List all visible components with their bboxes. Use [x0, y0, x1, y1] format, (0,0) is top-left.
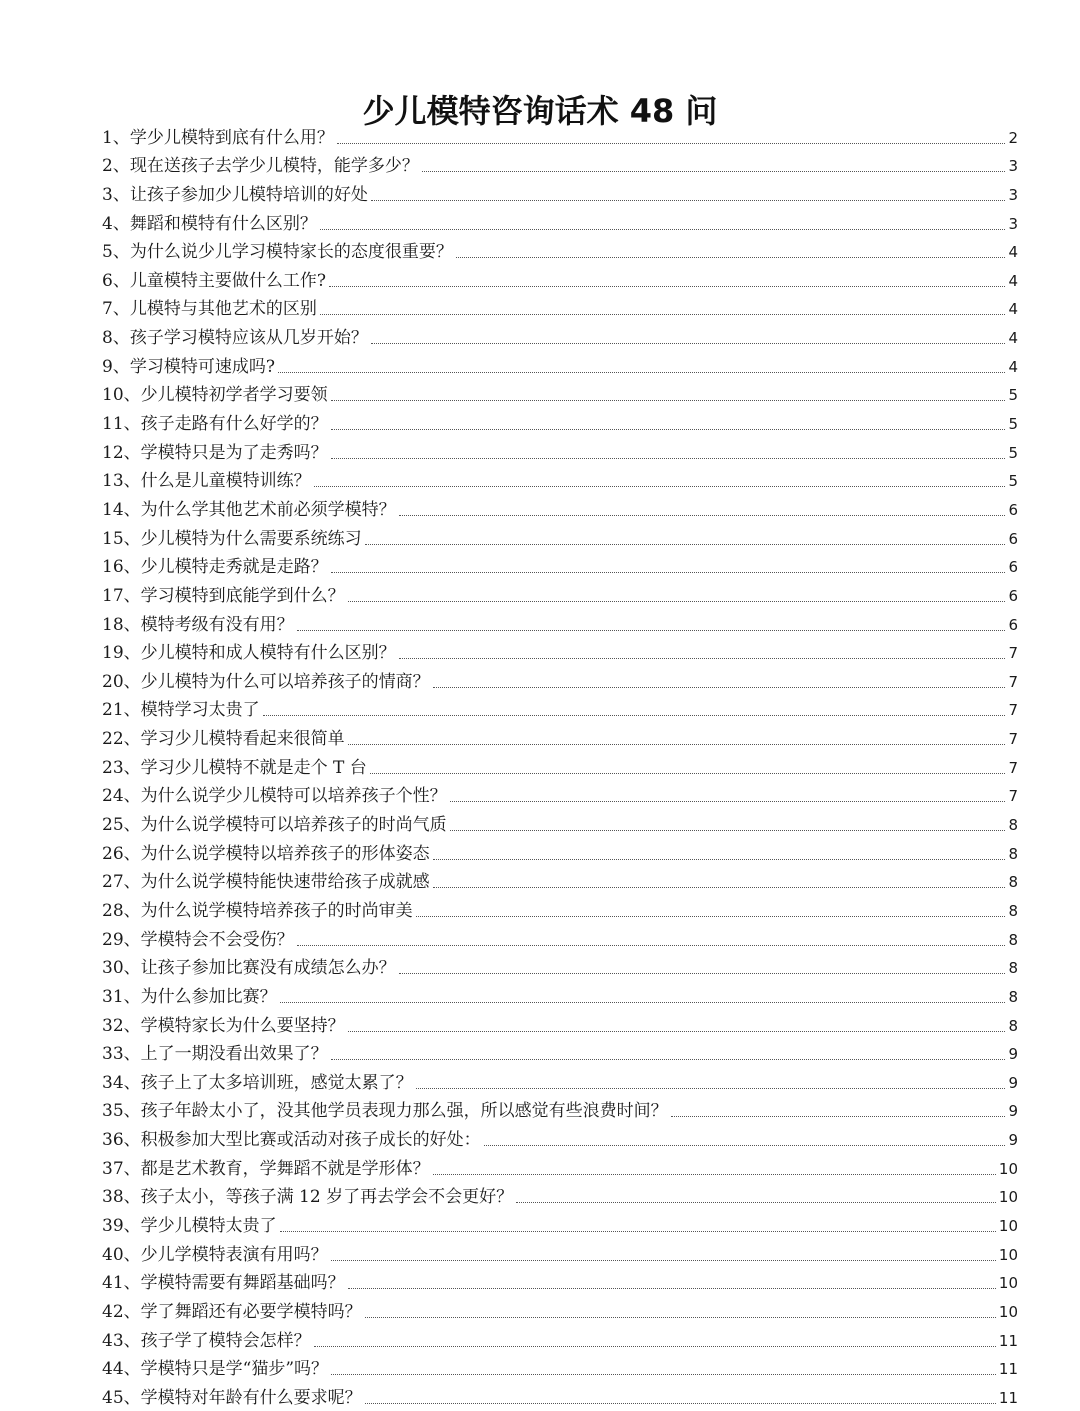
toc-entry-page-number: 3 [1008, 214, 1018, 233]
toc-entry[interactable] [102, 1294, 1018, 1323]
toc-entry[interactable] [102, 1122, 1018, 1151]
toc-entry-page-number: 8 [1008, 1016, 1018, 1035]
dot-leader [297, 945, 1006, 946]
dot-leader [416, 916, 1006, 917]
toc-entry-page-number: 11 [998, 1360, 1018, 1379]
dot-leader [329, 286, 1006, 287]
toc-entry[interactable] [102, 779, 1018, 808]
toc-entry-page-number: 7 [1008, 730, 1018, 749]
toc-entry[interactable] [102, 1008, 1018, 1037]
toc-entry-page-number: 8 [1008, 959, 1018, 978]
dot-leader [314, 1346, 996, 1347]
toc-entry-label: 1、学少儿模特到底有什么用？ [102, 127, 334, 148]
dot-leader [516, 1202, 996, 1203]
dot-leader [331, 1059, 1006, 1060]
dot-leader [450, 830, 1006, 831]
toc-entry[interactable] [102, 865, 1018, 894]
toc-entry-page-number: 8 [1008, 987, 1018, 1006]
toc-entry-label: 25、为什么说学模特可以培养孩子的时尚气质 [102, 815, 447, 836]
toc-entry[interactable] [102, 578, 1018, 607]
dot-leader [399, 515, 1006, 516]
toc-entry[interactable] [102, 693, 1018, 722]
toc-entry[interactable] [102, 664, 1018, 693]
toc-entry[interactable] [102, 120, 1018, 149]
dot-leader [365, 1317, 996, 1318]
dot-leader [348, 744, 1006, 745]
toc-entry-label: 10、少儿模特初学者学习要领 [102, 385, 328, 406]
dot-leader [433, 687, 1006, 688]
toc-entry-label: 12、学模特只是为了走秀吗？ [102, 442, 328, 463]
toc-entry[interactable] [102, 235, 1018, 264]
toc-entry[interactable] [102, 721, 1018, 750]
toc-entry[interactable] [102, 951, 1018, 980]
toc-entry-label: 2、现在送孩子去学少儿模特，能学多少？ [102, 156, 419, 177]
toc-entry-label: 22、学习少儿模特看起来很简单 [102, 729, 345, 750]
toc-entry-page-number: 10 [998, 1216, 1018, 1235]
toc-entry[interactable] [102, 636, 1018, 665]
toc-entry-label: 23、学习少儿模特不就是走个 T 台 [102, 757, 367, 778]
toc-entry[interactable] [102, 435, 1018, 464]
toc-entry-label: 44、学模特只是学“猫步”吗？ [102, 1359, 329, 1380]
toc-entry-label: 27、为什么说学模特能快速带给孩子成就感 [102, 872, 430, 893]
table-of-contents [102, 120, 1018, 1409]
toc-entry-page-number: 9 [1008, 1045, 1018, 1064]
toc-entry-label: 30、让孩子参加比赛没有成绩怎么办？ [102, 958, 396, 979]
toc-entry-page-number: 6 [1008, 558, 1018, 577]
toc-entry-label: 20、少儿模特为什么可以培养孩子的情商？ [102, 671, 430, 692]
toc-entry[interactable] [102, 922, 1018, 951]
toc-entry-label: 14、为什么学其他艺术前必须学模特？ [102, 499, 396, 520]
toc-entry-page-number: 9 [1008, 1131, 1018, 1150]
toc-entry-label: 41、学模特需要有舞蹈基础吗？ [102, 1273, 345, 1294]
toc-entry-label: 40、少儿学模特表演有用吗？ [102, 1244, 328, 1265]
toc-entry-label: 28、为什么说学模特培养孩子的时尚审美 [102, 900, 413, 921]
toc-entry-label: 33、上了一期没看出效果了？ [102, 1044, 328, 1065]
toc-entry-page-number: 8 [1008, 873, 1018, 892]
toc-entry[interactable] [102, 893, 1018, 922]
dot-leader [348, 601, 1006, 602]
toc-entry-page-number: 6 [1008, 586, 1018, 605]
toc-entry-page-number: 10 [998, 1159, 1018, 1178]
toc-entry-page-number: 4 [1008, 329, 1018, 348]
dot-leader [399, 658, 1006, 659]
toc-entry-page-number: 5 [1008, 472, 1018, 491]
toc-entry-page-number: 4 [1008, 300, 1018, 319]
toc-entry-label: 35、孩子年龄太小了，没其他学员表现力那么强，所以感觉有些浪费时间？ [102, 1101, 668, 1122]
toc-entry-label: 15、少儿模特为什么需要系统练习 [102, 528, 362, 549]
toc-entry-page-number: 6 [1008, 615, 1018, 634]
toc-entry[interactable] [102, 378, 1018, 407]
toc-entry[interactable] [102, 1037, 1018, 1066]
toc-entry-label: 24、为什么说学少儿模特可以培养孩子个性？ [102, 786, 447, 807]
toc-entry-page-number: 8 [1008, 930, 1018, 949]
toc-entry-label: 11、孩子走路有什么好学的？ [102, 414, 328, 435]
toc-entry-label: 8、孩子学习模特应该从几岁开始？ [102, 328, 368, 349]
toc-entry-label: 36、积极参加大型比赛或活动对孩子成长的好处： [102, 1130, 481, 1151]
toc-entry-label: 45、学模特对年龄有什么要求呢？ [102, 1387, 362, 1408]
dot-leader [280, 1231, 996, 1232]
dot-leader [365, 1403, 996, 1404]
toc-entry-label: 5、为什么说少儿学习模特家长的态度很重要？ [102, 242, 453, 263]
toc-entry-page-number: 10 [998, 1245, 1018, 1264]
toc-entry-label: 39、学少儿模特太贵了 [102, 1215, 277, 1236]
toc-entry-page-number: 10 [998, 1274, 1018, 1293]
toc-entry-page-number: 3 [1008, 185, 1018, 204]
dot-leader [331, 429, 1006, 430]
dot-leader [348, 1288, 996, 1289]
toc-entry-label: 34、孩子上了太多培训班，感觉太累了？ [102, 1072, 413, 1093]
dot-leader [370, 773, 1006, 774]
toc-entry-page-number: 8 [1008, 901, 1018, 920]
toc-entry[interactable] [102, 1323, 1018, 1352]
toc-entry-label: 13、什么是儿童模特训练？ [102, 471, 311, 492]
toc-entry[interactable] [102, 1208, 1018, 1237]
toc-entry-page-number: 7 [1008, 672, 1018, 691]
toc-entry[interactable] [102, 349, 1018, 378]
document-title: 少儿模特咨询话术 48 问 [362, 92, 718, 131]
toc-entry[interactable] [102, 1151, 1018, 1180]
toc-entry-label: 37、都是艺术教育，学舞蹈不就是学形体？ [102, 1158, 430, 1179]
toc-entry-label: 17、学习模特到底能学到什么？ [102, 585, 345, 606]
toc-entry-page-number: 4 [1008, 271, 1018, 290]
toc-entry-label: 43、孩子学了模特会怎样？ [102, 1330, 311, 1351]
toc-entry-label: 7、儿模特与其他艺术的区别 [102, 299, 317, 320]
toc-entry[interactable] [102, 206, 1018, 235]
toc-entry-label: 16、少儿模特走秀就是走路？ [102, 557, 328, 578]
dot-leader [278, 372, 1006, 373]
dot-leader [371, 343, 1006, 344]
toc-entry[interactable] [102, 1380, 1018, 1409]
toc-entry-label: 19、少儿模特和成人模特有什么区别？ [102, 643, 396, 664]
toc-entry[interactable] [102, 1266, 1018, 1295]
toc-entry-page-number: 4 [1008, 357, 1018, 376]
toc-entry[interactable] [102, 492, 1018, 521]
dot-leader [331, 1374, 996, 1375]
toc-entry[interactable] [102, 406, 1018, 435]
toc-entry-page-number: 5 [1008, 386, 1018, 405]
toc-entry-page-number: 7 [1008, 787, 1018, 806]
toc-entry[interactable] [102, 1352, 1018, 1381]
toc-entry-label: 26、为什么说学模特以培养孩子的形体姿态 [102, 843, 430, 864]
toc-entry[interactable] [102, 1094, 1018, 1123]
toc-entry[interactable] [102, 1180, 1018, 1209]
toc-entry-page-number: 3 [1008, 157, 1018, 176]
toc-entry-label: 18、模特考级有没有用？ [102, 614, 294, 635]
toc-entry-page-number: 8 [1008, 844, 1018, 863]
dot-leader [450, 801, 1006, 802]
dot-leader [331, 400, 1006, 401]
toc-entry-label: 38、孩子太小，等孩子满 12 岁了再去学会不会更好？ [102, 1187, 514, 1208]
toc-entry-page-number: 11 [998, 1331, 1018, 1350]
toc-entry-label: 31、为什么参加比赛？ [102, 986, 277, 1007]
dot-leader [484, 1145, 1006, 1146]
dot-leader [280, 1002, 1006, 1003]
toc-entry[interactable] [102, 149, 1018, 178]
toc-entry-page-number: 5 [1008, 443, 1018, 462]
toc-entry[interactable] [102, 521, 1018, 550]
toc-entry-page-number: 9 [1008, 1073, 1018, 1092]
toc-entry-page-number: 7 [1008, 701, 1018, 720]
toc-entry[interactable] [102, 320, 1018, 349]
dot-leader [371, 200, 1006, 201]
dot-leader [320, 229, 1006, 230]
dot-leader [433, 859, 1006, 860]
dot-leader [297, 630, 1006, 631]
toc-entry[interactable] [102, 177, 1018, 206]
toc-entry-label: 42、学了舞蹈还有必要学模特吗？ [102, 1301, 362, 1322]
toc-entry[interactable] [102, 607, 1018, 636]
dot-leader [433, 887, 1006, 888]
toc-entry[interactable] [102, 836, 1018, 865]
toc-entry-page-number: 5 [1008, 415, 1018, 434]
toc-entry-page-number: 10 [998, 1302, 1018, 1321]
dot-leader [416, 1088, 1006, 1089]
toc-entry[interactable] [102, 263, 1018, 292]
dot-leader [331, 458, 1006, 459]
dot-leader [348, 1031, 1006, 1032]
toc-entry-label: 6、儿童模特主要做什么工作? [102, 270, 326, 291]
toc-entry-page-number: 10 [998, 1188, 1018, 1207]
toc-entry[interactable] [102, 807, 1018, 836]
dot-leader [365, 544, 1006, 545]
toc-entry-page-number: 11 [998, 1388, 1018, 1407]
dot-leader [671, 1116, 1006, 1117]
toc-entry-page-number: 2 [1008, 128, 1018, 147]
toc-entry-label: 32、学模特家长为什么要坚持？ [102, 1015, 345, 1036]
toc-entry-label: 9、学习模特可速成吗? [102, 356, 275, 377]
toc-entry[interactable] [102, 464, 1018, 493]
toc-entry-page-number: 9 [1008, 1102, 1018, 1121]
toc-entry-page-number: 7 [1008, 758, 1018, 777]
toc-entry[interactable] [102, 750, 1018, 779]
dot-leader [399, 973, 1006, 974]
toc-entry-label: 29、学模特会不会受伤？ [102, 929, 294, 950]
toc-entry-page-number: 6 [1008, 529, 1018, 548]
toc-entry-page-number: 7 [1008, 644, 1018, 663]
toc-entry[interactable] [102, 292, 1018, 321]
toc-entry[interactable] [102, 979, 1018, 1008]
toc-entry[interactable] [102, 1237, 1018, 1266]
toc-entry-page-number: 8 [1008, 816, 1018, 835]
dot-leader [314, 486, 1006, 487]
dot-leader [263, 715, 1006, 716]
toc-entry-page-number: 6 [1008, 500, 1018, 519]
dot-leader [456, 257, 1006, 258]
toc-entry-page-number: 4 [1008, 243, 1018, 262]
dot-leader [433, 1174, 996, 1175]
dot-leader [422, 171, 1006, 172]
dot-leader [331, 572, 1006, 573]
toc-entry[interactable] [102, 550, 1018, 579]
dot-leader [320, 314, 1006, 315]
dot-leader [331, 1260, 996, 1261]
dot-leader [337, 143, 1006, 144]
toc-entry-label: 4、舞蹈和模特有什么区别？ [102, 213, 317, 234]
toc-entry[interactable] [102, 1065, 1018, 1094]
toc-entry-label: 3、让孩子参加少儿模特培训的好处 [102, 184, 368, 205]
toc-entry-label: 21、模特学习太贵了 [102, 700, 260, 721]
